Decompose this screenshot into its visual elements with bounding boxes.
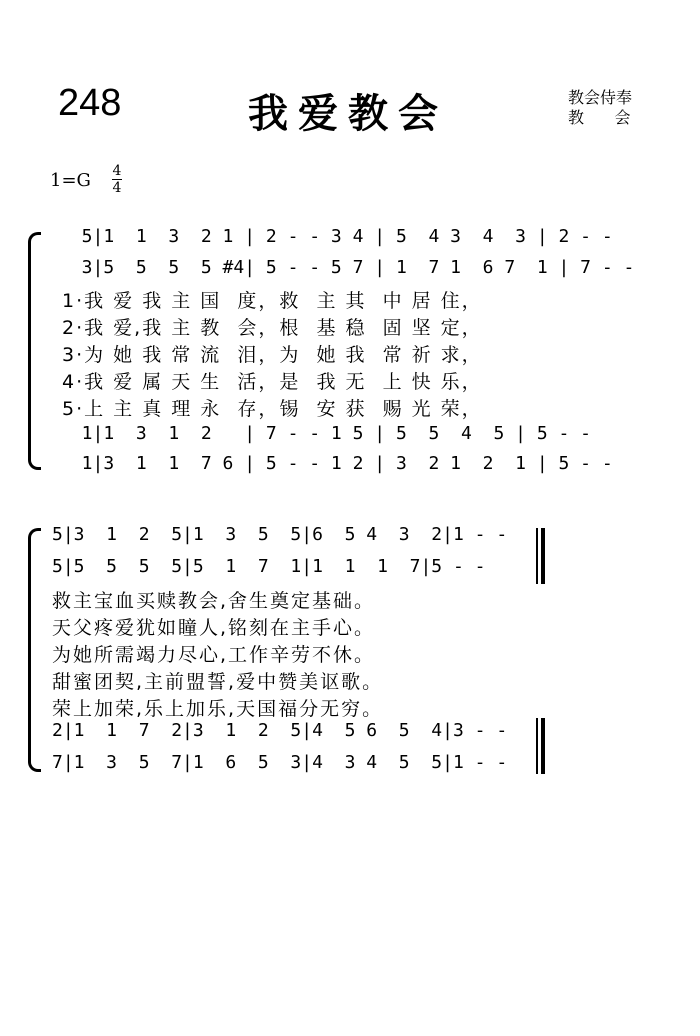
system-2-verse-2: 天父疼爱犹如瞳人,铭刻在主手心。 bbox=[52, 617, 376, 639]
system-1-brace bbox=[28, 232, 41, 470]
system-2-tenor: 2|1 1 7 2|3 1 2 5|4 5 6 5 4|3 - - bbox=[52, 720, 508, 741]
system-2-verse-5: 荣上加荣,乐上加乐,天国福分无穷。 bbox=[52, 698, 384, 720]
system-2-bass: 7|1 3 5 7|1 6 5 3|4 3 4 5 5|1 - - bbox=[52, 752, 508, 773]
system-2-final-barline-upper bbox=[536, 528, 538, 584]
system-1-verse-1: 1·我 爱 我 主 国 度，救 主 其 中 居 住， bbox=[62, 290, 483, 312]
time-numerator: 4 bbox=[112, 163, 122, 179]
system-1-tenor: 1|1 3 1 2 | 7 - - 1 5 | 5 5 4 5 | 5 - - bbox=[60, 423, 592, 444]
system-2-soprano: 5|3 1 2 5|1 3 5 5|6 5 4 3 2|1 - - bbox=[52, 524, 508, 545]
system-1-verse-5: 5·上 主 真 理 永 存，锡 安 获 赐 光 荣， bbox=[62, 398, 483, 420]
system-2-final-barline-upper-thick bbox=[541, 528, 545, 584]
system-2-alto: 5|5 5 5 5|5 1 7 1|1 1 1 7|5 - - bbox=[52, 556, 486, 577]
credit-line-2: 教 会 bbox=[568, 108, 631, 127]
system-1-verse-3: 3·为 她 我 常 流 泪，为 她 我 常 祈 求， bbox=[62, 344, 483, 366]
system-2-verse-3: 为她所需竭力尽心,工作辛劳不休。 bbox=[52, 644, 376, 666]
credits bbox=[568, 88, 632, 128]
key-signature: 1=G bbox=[50, 170, 91, 191]
system-1-verse-4: 4·我 爱 属 天 生 活，是 我 无 上 快 乐， bbox=[62, 371, 483, 393]
system-1-alto: 3|5 5 5 5 #4| 5 - - 5 7 | 1 7 1 6 7 1 | 7 - - bbox=[60, 257, 635, 278]
system-2-final-barline-lower bbox=[536, 718, 538, 774]
system-1-bass: 1|3 1 1 7 6 | 5 - - 1 2 | 3 2 1 2 1 | 5 - - bbox=[60, 453, 613, 474]
hymn-title: 我爱教会 bbox=[248, 91, 448, 137]
system-1-verse-2: 2·我 爱,我 主 教 会，根 基 稳 固 坚 定， bbox=[62, 317, 483, 339]
system-1-soprano: 5|1 1 3 2 1 | 2 - - 3 4 | 5 4 3 4 3 | 2 - - bbox=[60, 226, 613, 247]
credit-line-1: 教会侍奉 bbox=[568, 88, 633, 107]
hymn-number: 248 bbox=[58, 82, 122, 124]
time-signature bbox=[112, 164, 122, 195]
time-denominator: 4 bbox=[112, 180, 122, 196]
system-2-brace bbox=[28, 528, 41, 772]
system-2-verse-4: 甜蜜团契,主前盟誓,爱中赞美讴歌。 bbox=[52, 671, 384, 693]
system-2-verse-1: 救主宝血买赎教会,舍生奠定基础。 bbox=[52, 590, 376, 612]
system-2-final-barline-lower-thick bbox=[541, 718, 545, 774]
